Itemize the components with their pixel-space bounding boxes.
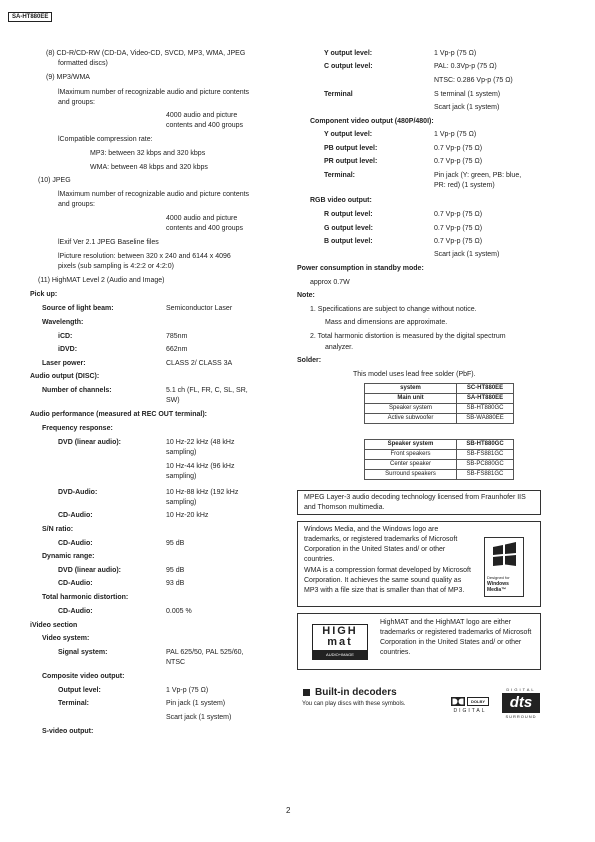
mpeg-notice-text: MPEG Layer-3 audio decoding technology licensed from Fraunhofer IIS and Thomson multimedia. xyxy=(304,494,526,511)
dts-surround-text: SURROUND xyxy=(505,714,537,719)
builtin-decoders-title: Built-in decoders xyxy=(315,687,397,698)
item-10-max-cont: and groups: xyxy=(58,201,95,208)
item-11: (11) HighMAT Level 2 (Audio and Image) xyxy=(38,277,165,284)
item-9-mp3: MP3: between 32 kbps and 320 kbps xyxy=(90,150,206,157)
item-9-value-cont: contents and 400 groups xyxy=(166,122,244,129)
dvd-audio-label: DVD-Audio: xyxy=(58,489,98,496)
rgb-heading: RGB video output: xyxy=(310,197,372,204)
sn-cd-label: CD-Audio: xyxy=(58,540,93,547)
idvd-label: iDVD: xyxy=(58,346,78,353)
dyn-cd-value: 93 dB xyxy=(166,580,185,587)
bullet-square-icon xyxy=(303,689,310,696)
dvd-linear-value-cont: sampling) xyxy=(166,449,197,456)
table-cell: system xyxy=(365,384,457,394)
table-row xyxy=(365,470,514,480)
output-level-label: Output level: xyxy=(58,687,101,694)
dvd-linear-value: 10 Hz-22 kHz (48 kHz xyxy=(166,439,235,446)
item-10: (10) JPEG xyxy=(38,177,71,184)
item-10-value: 4000 audio and picture xyxy=(166,215,238,222)
item-10-value-cont: contents and 400 groups xyxy=(166,225,244,232)
video-section-heading: iVideo section xyxy=(30,622,78,629)
table-cell: Speaker system xyxy=(365,440,457,450)
power-value: approx 0.7W xyxy=(310,279,350,286)
cd-audio-label: CD-Audio: xyxy=(58,512,93,519)
s-terminal-value: S terminal (1 system) xyxy=(434,91,501,98)
g-output-label: G output level: xyxy=(324,225,373,232)
table-row xyxy=(365,384,514,394)
note-heading: Note: xyxy=(297,292,315,299)
solder-value: This model uses lead free solder (PbF). xyxy=(353,371,476,378)
y-output-value: 1 Vp-p (75 Ω) xyxy=(434,50,477,57)
signal-system-value: PAL 625/50, PAL 525/60, xyxy=(166,649,244,656)
table-cell: SA-HT880EE xyxy=(457,394,514,404)
windows-media-logo xyxy=(484,537,524,597)
table-row xyxy=(365,460,514,470)
solder-heading: Solder: xyxy=(297,357,322,364)
thd-cd-value: 0.005 % xyxy=(166,608,192,615)
dolby-text: DOLBY xyxy=(467,697,489,706)
dvd-linear-value-2: 10 Hz-44 kHz (96 kHz xyxy=(166,463,235,470)
b-output-value: 0.7 Vp-p (75 Ω) xyxy=(434,238,483,245)
table-cell: SB-WA880EE xyxy=(457,414,514,424)
pr-label: PR output level: xyxy=(324,158,378,165)
comp-y-value: 1 Vp-p (75 Ω) xyxy=(434,131,477,138)
dyn-cd-label: CD-Audio: xyxy=(58,580,93,587)
comp-terminal-value: Pin jack (Y: green, PB: blue, xyxy=(434,172,522,179)
table-row xyxy=(365,440,514,450)
terminal-label: Terminal: xyxy=(58,700,89,707)
dolby-digital-text: DIGITAL xyxy=(453,708,487,714)
note-2-cont: analyzer. xyxy=(325,344,354,351)
note-1: 1. Specifications are subject to change without notice. xyxy=(310,306,477,313)
item-10-resolution: lPicture resolution: between 320 x 240 and 6144 x 4096 xyxy=(58,253,231,260)
dolby-digital-logo xyxy=(451,697,489,715)
sn-ratio-label: S/N ratio: xyxy=(42,526,74,533)
highmat-box xyxy=(297,613,541,670)
builtin-decoders-subtitle: You can play discs with these symbols. xyxy=(302,701,406,707)
table-cell: Surround speakers xyxy=(365,470,457,480)
double-d-icon xyxy=(451,697,465,706)
r-output-value: 0.7 Vp-p (75 Ω) xyxy=(434,211,483,218)
g-output-value: 0.7 Vp-p (75 Ω) xyxy=(434,225,483,232)
item-9-max: lMaximum number of recognizable audio and picture contents xyxy=(58,89,250,96)
table-cell: SB-HT880GC xyxy=(457,440,514,450)
item-10-resolution-cont: pixels (sub sampling is 4:2:2 or 4:2:0) xyxy=(58,263,174,270)
highmat-logo-mat: mat xyxy=(327,636,353,648)
dvd-linear-label: DVD (linear audio): xyxy=(58,439,122,446)
highmat-logo xyxy=(312,624,368,660)
model-table-2 xyxy=(364,439,514,480)
table-cell: Active subwoofer xyxy=(365,414,457,424)
pickup-heading: Pick up: xyxy=(30,291,58,298)
thd-label: Total harmonic distortion: xyxy=(42,594,129,601)
dvd-audio-value: 10 Hz-88 kHz (192 kHz xyxy=(166,489,239,496)
table-cell: Front speakers xyxy=(365,450,457,460)
comp-terminal-value-2: PR: red) (1 system) xyxy=(434,182,495,189)
pb-value: 0.7 Vp-p (75 Ω) xyxy=(434,145,483,152)
item-9-max-cont: and groups: xyxy=(58,99,95,106)
dts-text: dts xyxy=(502,693,540,713)
comp-y-label: Y output level: xyxy=(324,131,373,138)
audio-output-heading: Audio output (DISC): xyxy=(30,373,100,380)
model-table-1 xyxy=(364,383,514,424)
laser-value: CLASS 2/ CLASS 3A xyxy=(166,360,233,367)
component-heading: Component video output (480P/480I): xyxy=(310,118,434,125)
channels-value: 5.1 ch (FL, FR, C, SL, SR, xyxy=(166,387,248,394)
frequency-label: Frequency response: xyxy=(42,425,113,432)
comp-terminal-label: Terminal: xyxy=(324,172,355,179)
highmat-text: HighMAT and the HighMAT logo are either trademarks or registered trademarks of Microsoft Corporation in the United States and/ or other countries. xyxy=(380,619,532,656)
item-8: (8) CD-R/CD-RW (CD-DA, Video-CD, SVCD, MP3, WMA, JPEG xyxy=(46,50,246,57)
dts-digital-text: DIGITAL xyxy=(506,687,536,692)
cd-audio-value: 10 Hz-20 kHz xyxy=(166,512,209,519)
source-label: Source of light beam: xyxy=(42,305,114,312)
icd-value: 785nm xyxy=(166,333,188,340)
terminal-value-cont: Scart jack (1 system) xyxy=(166,714,232,721)
table-row xyxy=(365,450,514,460)
terminal-value: Pin jack (1 system) xyxy=(166,700,226,707)
highmat-logo-audio-image: AUDIO+IMAGE xyxy=(313,650,367,659)
note-2: 2. Total harmonic distortion is measured by the digital spectrum xyxy=(310,333,506,340)
source-value: Semiconductor Laser xyxy=(166,305,233,312)
windows-flag-icon xyxy=(485,538,523,574)
table-cell: SB-FS881GC xyxy=(457,450,514,460)
power-heading: Power consumption in standby mode: xyxy=(297,265,424,272)
item-9-wma: WMA: between 48 kbps and 320 kbps xyxy=(90,164,208,171)
dvd-audio-value-cont: sampling) xyxy=(166,499,197,506)
table-cell: Center speaker xyxy=(365,460,457,470)
table-cell: SB-FS881GC xyxy=(457,470,514,480)
windows-media-text: Windows Media, and the Windows logo are trademarks, or registered trademarks of Microsoft Corporation in the United States and/ or other countries. xyxy=(304,526,458,563)
item-9: (9) MP3/WMA xyxy=(46,74,90,81)
dyn-dvd-value: 95 dB xyxy=(166,567,185,574)
table-cell: Speaker system xyxy=(365,404,457,414)
model-tag: SA-HT880EE xyxy=(8,12,52,22)
thd-cd-label: CD-Audio: xyxy=(58,608,93,615)
table-row xyxy=(365,394,514,404)
item-10-max: lMaximum number of recognizable audio and picture contents xyxy=(58,191,250,198)
wma-text: WMA is a compression format developed by Microsoft Corporation. It achieves the same sound quality as MP3 with a file size that is smaller than that of MP3. xyxy=(304,567,471,594)
wavelength-label: Wavelength: xyxy=(42,319,84,326)
c-output-value: PAL: 0.3Vp-p (75 Ω) xyxy=(434,63,497,70)
composite-label: Composite video output: xyxy=(42,673,125,680)
c-output-label: C output level: xyxy=(324,63,373,70)
table-cell: Main unit xyxy=(365,394,457,404)
c-output-value-2: NTSC: 0.286 Vp-p (75 Ω) xyxy=(434,77,513,84)
b-output-label: B output level: xyxy=(324,238,373,245)
channels-label: Number of channels: xyxy=(42,387,112,394)
item-9-compression: lCompatible compression rate: xyxy=(58,136,153,143)
table-cell: SB-HT880GC xyxy=(457,404,514,414)
signal-system-label: Signal system: xyxy=(58,649,108,656)
item-8-cont: formatted discs) xyxy=(58,60,108,67)
sn-cd-value: 95 dB xyxy=(166,540,185,547)
output-level-value: 1 Vp-p (75 Ω) xyxy=(166,687,209,694)
dyn-dvd-label: DVD (linear audio): xyxy=(58,567,122,574)
table-row xyxy=(365,414,514,424)
laser-label: Laser power: xyxy=(42,360,86,367)
pb-label: PB output level: xyxy=(324,145,378,152)
windows-media-box xyxy=(297,521,541,607)
svideo-label: S-video output: xyxy=(42,728,94,735)
highmat-logo-high: HIGH xyxy=(322,625,358,637)
media-text: Media™ xyxy=(487,587,507,593)
rgb-terminal-value: Scart jack (1 system) xyxy=(434,251,500,258)
dynamic-range-label: Dynamic range: xyxy=(42,553,95,560)
page-number: 2 xyxy=(286,806,291,815)
y-output-label: Y output level: xyxy=(324,50,373,57)
pr-value: 0.7 Vp-p (75 Ω) xyxy=(434,158,483,165)
item-9-value: 4000 audio and picture xyxy=(166,112,238,119)
video-system-label: Video system: xyxy=(42,635,90,642)
mpeg-notice-box xyxy=(297,490,541,515)
windows-text: Windows xyxy=(487,581,509,587)
dts-logo xyxy=(500,687,542,720)
icd-label: iCD: xyxy=(58,333,73,340)
dvd-linear-value-2-cont: sampling) xyxy=(166,473,197,480)
item-10-exif: lExif Ver 2.1 JPEG Baseline files xyxy=(58,239,159,246)
idvd-value: 662nm xyxy=(166,346,188,353)
channels-value-cont: SW) xyxy=(166,397,180,404)
audio-performance-heading: Audio performance (measured at REC OUT terminal): xyxy=(30,411,207,418)
table-cell: SB-PC880GC xyxy=(457,460,514,470)
s-terminal-label: Terminal xyxy=(324,91,353,98)
signal-system-value-cont: NTSC xyxy=(166,659,186,666)
s-terminal-value-2: Scart jack (1 system) xyxy=(434,104,500,111)
r-output-label: R output level: xyxy=(324,211,373,218)
table-cell: SC-HT880EE xyxy=(457,384,514,394)
table-row xyxy=(365,404,514,414)
note-1-cont: Mass and dimensions are approximate. xyxy=(325,319,448,326)
designed-for-text: Designed for xyxy=(487,575,510,580)
